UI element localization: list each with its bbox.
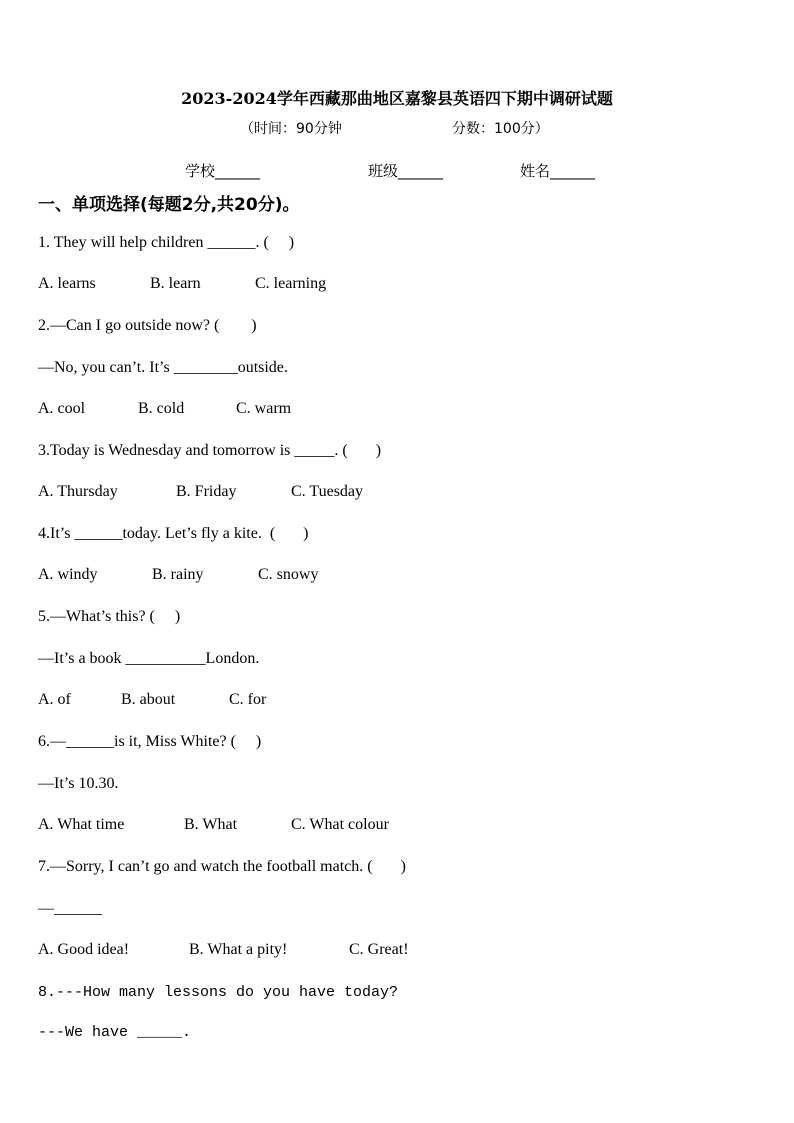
option-b: B. learn	[150, 275, 201, 292]
class-field: 班级______	[368, 162, 444, 180]
question-stem: 2.—Can I go outside now? ( )	[38, 317, 257, 334]
option-c: C. for	[229, 691, 267, 708]
option-c: C. Tuesday	[291, 483, 364, 500]
question-stem: 7.—Sorry, I can’t go and watch the football match. ( )	[38, 858, 406, 875]
option-c: C. warm	[236, 400, 292, 417]
option-a: A. What time	[38, 816, 125, 833]
option-a: A. cool	[38, 400, 86, 417]
option-c: C. learning	[255, 275, 327, 292]
option-b: B. Friday	[176, 483, 237, 500]
option-b: B. What a pity!	[189, 941, 288, 958]
option-a: A. of	[38, 691, 71, 708]
question-stem: 1. They will help children ______. ( )	[38, 234, 295, 251]
question-stem: 6.—______is it, Miss White? ( )	[38, 733, 262, 750]
time-limit: （时间：90分钟	[240, 121, 342, 137]
option-c: C. Great!	[349, 941, 409, 958]
option-a: A. Thursday	[38, 483, 118, 500]
question-stem: 3.Today is Wednesday and tomorrow is _____. ( )	[38, 442, 382, 459]
exam-title: 2023-2024学年西藏那曲地区嘉黎县英语四下期中调研试题	[181, 89, 613, 108]
option-a: A. Good idea!	[38, 941, 130, 958]
total-score: 分数：100分）	[452, 121, 549, 137]
question-reply: ---We have _____.	[38, 1024, 192, 1041]
question-reply: —It’s 10.30.	[38, 775, 119, 792]
option-b: B. cold	[138, 400, 185, 417]
option-b: B. rainy	[152, 566, 204, 583]
question-stem: 5.—What’s this? ( )	[38, 608, 181, 625]
question-reply: —It’s a book __________London.	[38, 650, 260, 667]
question-stem: 4.It’s ______today. Let’s fly a kite. ( )	[38, 525, 309, 542]
question-reply: —______	[38, 900, 102, 917]
option-b: B. What	[184, 816, 238, 833]
option-c: C. snowy	[258, 566, 319, 583]
option-c: C. What colour	[291, 816, 389, 833]
question-reply: —No, you can’t. It’s ________outside.	[38, 359, 288, 376]
section-heading: 一、单项选择(每题2分,共20分)。	[38, 195, 300, 215]
name-field: 姓名______	[520, 162, 596, 180]
school-field: 学校______	[185, 162, 261, 180]
option-b: B. about	[121, 691, 176, 708]
option-a: A. learns	[38, 275, 96, 292]
question-stem: 8.---How many lessons do you have today?	[38, 984, 399, 1001]
option-a: A. windy	[38, 566, 98, 583]
